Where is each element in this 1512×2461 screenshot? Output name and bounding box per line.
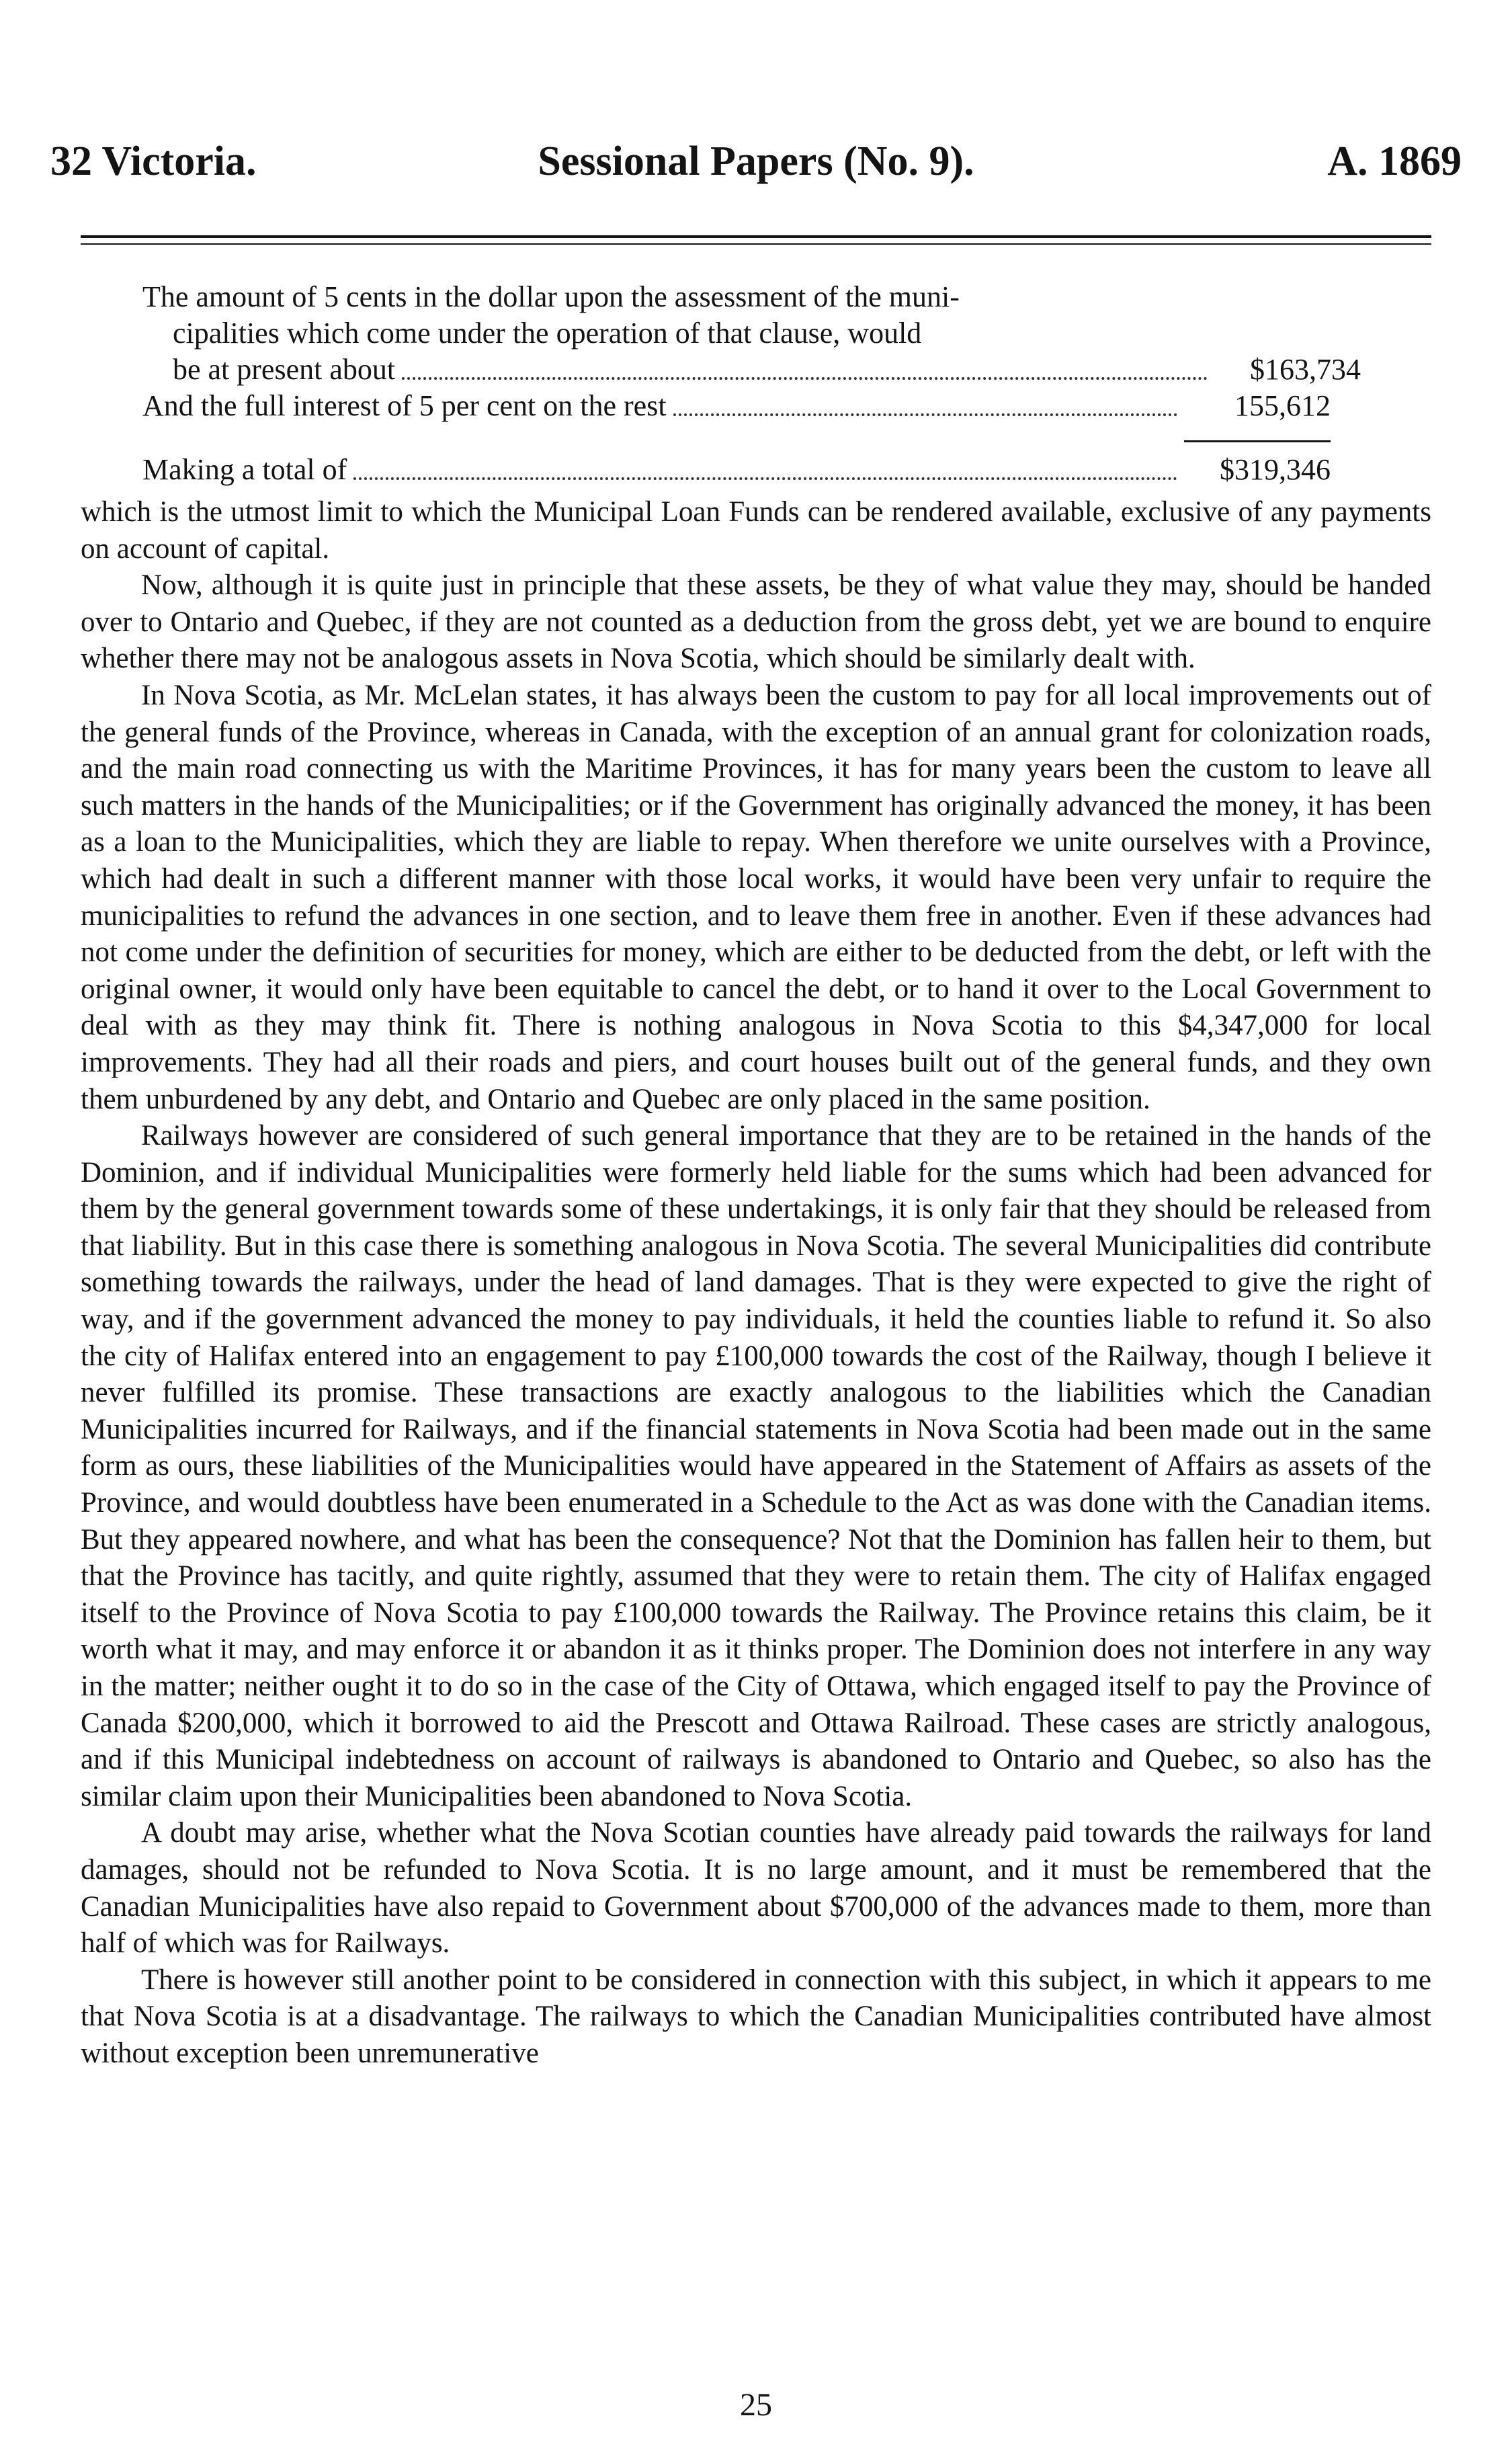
statement-block [142,279,1361,424]
statement-amount: 155,612 [1234,389,1331,422]
statement-label: be at present about [173,353,396,386]
body-text [81,494,1431,2072]
paragraph: In Nova Scotia, as Mr. McLelan states, it has always been the custom to pay for all local improvements out of the general funds of the Province, whereas in Canada, with the exception of an annual grant for colonization roads, and the main road connecting us with the Maritime Provinces, it has for many years been the custom to leave all such matters in the hands of the Municipalities; or if the Government has originally advanced the money, it has been as a loan to the Municipalities, which they are liable to repay. When therefore we unite ourselves with a Province, which had dealt in such a different manner with those local works, it would have been very unfair to require the municipalities to refund the advances in one section, and to leave them free in another. Even if these advances had not come under the definition of securities for money, which are either to be deducted from the debt, or left with the original owner, it would only have been equitable to cancel the debt, or to hand it over to the Local Government to deal with as they may think fit. There is nothing analogous in Nova Scotia to this $4,347,000 for local improvements. They had all their roads and piers, and court houses built out of the general funds, and they own them unburdened by any debt, and Ontario and Quebec are only placed in the same position. [81,679,1431,1115]
page-number: 25 [740,2387,772,2423]
header-title: Sessional Papers (No. 9). [538,138,974,184]
paragraph: Now, although it is quite just in principle that these assets, be they of what value they may, should be handed over to Ontario and Quebec, if they are not counted as a deduction from the gross debt, yet we are bound to enquire whether there may not be analogous assets in Nova Scotia, which should be similarly dealt with. [81,569,1431,675]
statement-line: cipalities which come under the operation of that clause, would [173,317,922,350]
statement-amount: $319,346 [1220,453,1331,486]
statement-row-total [142,452,1331,488]
statement-label: Making a total of [142,453,347,486]
statement-label: And the full interest of 5 per cent on the rest [142,389,667,422]
dot-leader [353,477,1177,480]
header-year: A. 1869 [1327,138,1462,184]
statement-row-assessment [142,352,1361,388]
paragraph: Railways however are considered of such general importance that they are to be retained in the hands of the Dominion, and if individual Municipalities were formerly held liable for the sums which had been advanced for them by the general government towards some of these undertakings, it is only fair that they should be released from that liability. But in this case there is something analogous in Nova Scotia. The several Municipalities did contribute something towards the railways, under the head of land damages. That is they were expected to give the right of way, and if the government advanced the money to pay individuals, it held the counties liable to refund it. So also the city of Halifax entered into an engagement to pay £100,000 towards the cost of the Railway, though I believe it never fulfilled its promise. These transactions are exactly analogous to the liabilities which the Canadian Municipalities incurred for Railways, and if the financial statements in Nova Scotia had been made out in the same form as ours, these liabilities of the Municipalities would have appeared in the Statement of Affairs as assets of the Province, and would doubtless have been enumerated in a Schedule to the Act as was done with the Canadian items. But they appeared nowhere, and what has been the consequence? Not that the Dominion has fallen heir to them, but that the Province has tacitly, and quite rightly, assumed that they were to retain them. The city of Halifax engaged itself to the Province of Nova Scotia to pay £100,000 towards the Railway. The Province retains this claim, be it worth what it may, and may enforce it or abandon it as it thinks proper. The Dominion does not interfere in any way in the matter; neither ought it to do so in the case of the City of Ottawa, which engaged itself to pay the Province of Canada $200,000, which it borrowed to aid the Prescott and Ottawa Railroad. These cases are strictly analogous, and if this Municipal indebtedness on account of railways is abandoned to Ontario and Quebec, so also has the similar claim upon their Municipalities been abandoned to Nova Scotia. [81,1120,1431,1812]
statement-row-interest [142,388,1331,424]
statement-amount: $163,734 [1250,353,1361,386]
header-rule-thick [81,235,1431,238]
paragraph: which is the utmost limit to which the Municipal Loan Funds can be rendered available, exclusive of any payments on account of capital. [81,496,1431,565]
header-regnal-year: 32 Victoria. [50,138,257,184]
paragraph: There is however still another point to be considered in connection with this subject, in which it appears to me that Nova Scotia is at a disadvantage. The railways to which the Canadian Municipalities contributed have almost without exception been unremunerative [81,1964,1431,2069]
dot-leader [673,413,1177,416]
statement-total-block [142,452,1331,488]
header-rule-thin [81,243,1431,245]
running-head [50,138,1462,185]
statement-line: The amount of 5 cents in the dollar upon the assessment of the muni- [142,280,960,313]
dot-leader [402,377,1208,380]
sum-rule [1184,440,1331,442]
paragraph: A doubt may arise, whether what the Nova Scotian counties have already paid towards the railways for land damages, should not be refunded to Nova Scotia. It is no large amount, and it must be remembered that the Canadian Municipalities have also repaid to Government about $700,000 of the advances made to them, more than half of which was for Railways. [81,1817,1431,1960]
